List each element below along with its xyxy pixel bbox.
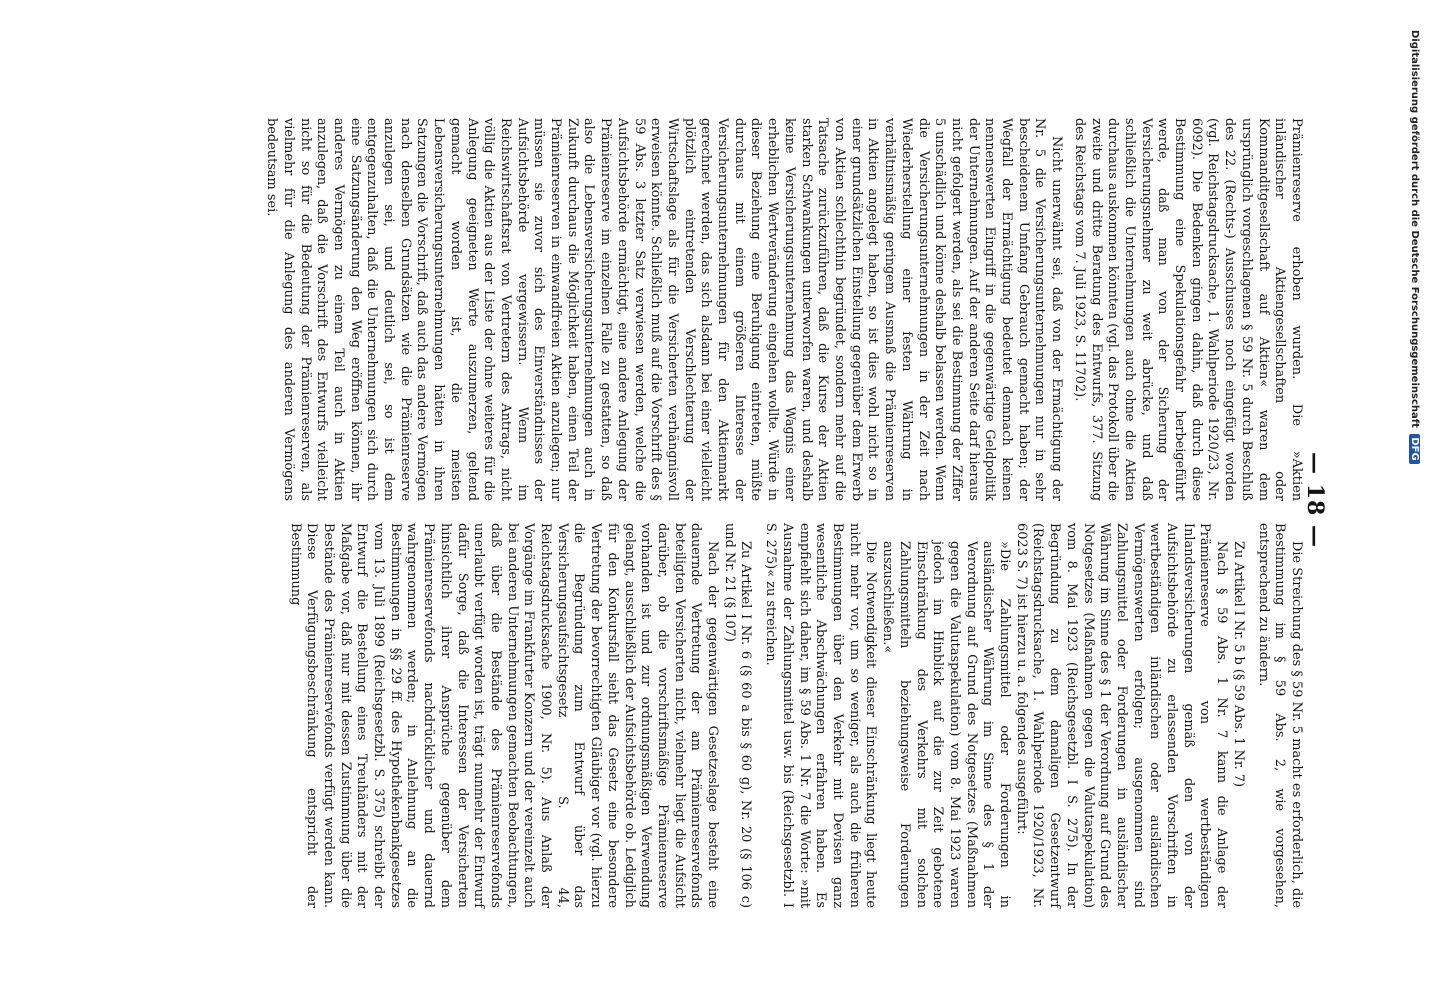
digitization-credit-text: Digitalisierung gefördert durch die Deutsche Forschungsgemeinschaft [1409,30,1420,428]
digitization-credit [1409,30,1420,464]
paragraph: Nach § 59 Abs. 1 Nr. 7 kann die Anlage der Prämienreserve von wertbeständigen Inlandsversicherungen gemäß den von der Aufsichtsbehörde zu erlassenden Vorschriften in wertbeständigen inländischen oder ausländischen Vermögenswerten erfolgen; ausgenommen sind Zahlungsmittel oder Forderungen in ausländischer Währung im Sinne des § 1 der Verordnung auf Grund des Notgesetzes (Maßnahmen gegen die Valutaspekulation) vom 8. Mai 1923 (Reichsgesetzbl. I S. 275). In der Begründung zu dem damaligen Gesetzentwurf (Reichstagsdrucksache, 1. Wahlperiode 1920/1923, Nr. 6023 S. 7) ist hierzu u. a. folgendes ausgeführt: [1013,523,1230,908]
paragraph: Nicht unerwähnt sei, daß von der Ermächtigung der Nr. 5 die Versicherungsunternehmungen nur in sehr bescheidenem Umfang Gebrauch gemacht haben; der Wegfall der Ermächtigung bedeutet demnach keinen nennenswerten Eingriff in die gegenwärtige Geldpolitik der Unternehmungen. Auf der anderen Seite darf hieraus nicht gefolgert werden, als sei die Bestimmung der Ziffer 5 unschädlich und könne deshalb belassen werden. Wenn die Versicherungsunternehmungen in der Zeit nach Wiederherstellung einer festen Währung in verhältnismäßig geringem Ausmaß die Prämienreserven in Aktien angelegt haben, so ist dies wohl nicht so in einer grundsätzlichen Einstellung gegenüber dem Erwerb von Aktien schlechthin begründet, sondern mehr auf die Tatsache zurückzuführen, daß die Kurse der Aktien starken Schwankungen unterworfen waren, und deshalb keine Versicherungsunternehmung das Wagnis einer erheblichen Wertveränderung eingehen wollte. Würde in dieser Beziehung eine Beruhigung eintreten, müßte durchaus mit einem größeren Interesse der Versicherungsunternehmungen für den Aktienmarkt gerechnet werden, das sich alsdann bei einer vielleicht plötzlich eintretenden Verschlechterung der Wirtschaftslage als für die Versicherten verhängnisvoll erweisen könnte. Schließlich muß auf die Vorschrift des § 59 Abs. 3 letzter Satz verwiesen werden, welche die Aufsichtsbehörde ermächtigt, eine andere Anlegung der Prämienreserve im einzelnen Falle zu gestatten, so daß also die Lebensversicherungsunternehmungen auch in Zukunft durchaus die Möglichkeit haben, einen Teil der Prämienreserven in einwandfreien Aktien anzulegen; nur müssen sie zuvor sich des Einverständnisses der Aufsichtsbehörde vergewissern. Wenn im Reichswirtschaftsrat von Vertretern des Antrags, nicht völlig die Aktien aus der Liste der ohne weiteres für die Anlegung geeigneten Werte auszumerzen, geltend gemacht worden ist, die meisten Lebensversicherungsunternehmungen hätten in ihren Satzungen die Vorschrift, daß auch das andere Vermögen nach denselben Grundsätzen wie die Prämienreserve anzulegen sei, und deutlich sei, so ist dem entgegenzuhalten, daß die Unternehmungen sich durch eine Satzungsänderung den Weg eröffnen können, ihr anderes Vermögen zu einem Teil auch in Aktien anzulegen, daß die Vorschrift des Entwurfs vielleicht nicht so für die Bedeutung der Prämienreserven, als vielmehr für die Anlegung des anderen Vermögens bedeutsam sei. [264,118,1065,501]
paragraph: Prämienreserve erhoben wurden. Die »Aktien inländischer Aktiengesellschaften oder Kommanditgesellschaft auf Aktien« waren dem ursprünglich vorgeschlagenen § 59 Nr. 5 durch Beschluß des 22. (Rechts-) Ausschusses noch eingefügt worden (vgl. Reichstagsdrucksache, 1. Wahlperiode 1920/23, Nr. 6092). Die Bedenken gingen dahin, daß durch diese Bestimmung eine Spekulationsgefahr herbeigeführt werde, daß man von der Sicherung der Versicherungsnehmer zu weit abrücke, und daß schließlich die Unternehmungen auch ohne die Aktien durchaus auskommen könnten (vgl. das Protokoll über die zweite und dritte Beratung des Entwurfs, 377. Sitzung des Reichstags vom 7. Juli 1923, S. 11702). [1071,118,1304,501]
paragraph: Die Streichung des § 59 Nr. 5 macht es erforderlich, die Bestimmung im § 59 Abs. 2, wie vorgesehen, entsprechend zu ändern. [1255,523,1304,908]
block-quote: »Die Zahlungsmittel oder Forderungen in ausländischer Währung im Sinne des § 1 der Verordnung auf Grund des Notgesetzes (Maßnahmen gegen die Valutaspekulation) vom 8. Mai 1923 waren jedoch im Hinblick auf die zur Zeit gebotene Einschränkung des Verkehrs mit solchen Zahlungsmitteln beziehungsweise Forderungen auszuschließen.« [880,541,1013,908]
section-heading: Zu Artikel I Nr. 6 (§ 60 a bis § 60 g), Nr. 20 (§ 106 c) und Nr. 21 (§ 107) [721,523,754,908]
right-text-column [287,523,1304,908]
section-heading: Zu Artikel I Nr. 5 b (§ 59 Abs. 1 Nr. 7) [1230,541,1246,788]
left-text-column [264,118,1304,501]
page-number: — 18 — [1302,452,1328,548]
paragraph: Die Notwendigkeit dieser Einschränkung liegt heute nicht mehr vor, um so weniger, als auch die früheren Bestimmungen über den Verkehr mit Devisen ganz wesentliche Abschwächungen erfahren haben. Es empfiehlt sich daher, im § 59 Abs. 1 Nr. 7 die Worte: »mit Ausnahme der Zahlungsmittel usw. bis (Reichsgesetzbl. I S. 275)« zu streichen. [763,523,879,908]
paragraph: Nach der gegenwärtigen Gesetzeslage besteht eine dauernde Vertretung der am Prämienreservefonds beteiligten Versicherten nicht, vielmehr liegt die Aufsicht darüber, ob die vorschriftsmäßige Prämienreserve vorhanden ist und zur ordnungsmäßigen Verwendung gelangt, ausschließlich der Aufsichtsbehörde ob. Lediglich für den Konkursfall sieht das Gesetz eine besondere Vertretung der bevorrechtigten Gläubiger vor (vgl. hierzu die Begründung zum Entwurf über das Versicherungsaufsichtsgesetz S. 44, Reichstagsdrucksache 1900, Nr. 5). Aus Anlaß der Vorgänge im Frankfurter Konzern und der vereinzelt auch bei anderen Unternehmungen gemachten Beobachtungen, daß über die Bestände des Prämienreservefonds unerlaubt verfügt worden ist, trägt nunmehr der Entwurf dafür Sorge, daß die Interessen der Versicherten hinsichtlich ihrer Ansprüche gegenüber dem Prämienreservefonds nachdrücklicher und dauernd wahrgenommen werden; in Anlehnung an die Bestimmungen in §§ 29 ff. des Hypothekenbankgesetzes vom 13. Juli 1899 (Reichsgesetzbl. S. 375) schreibt der Entwurf die Bestellung eines Treuhänders mit der Maßgabe vor, daß nur mit dessen Zustimmung über die Bestände des Prämienreservefonds verfügt werden kann. Diese Verfügungsbeschränkung entspricht der Bestimmung [287,523,721,908]
dfg-logo-badge: DFG [1409,434,1420,463]
